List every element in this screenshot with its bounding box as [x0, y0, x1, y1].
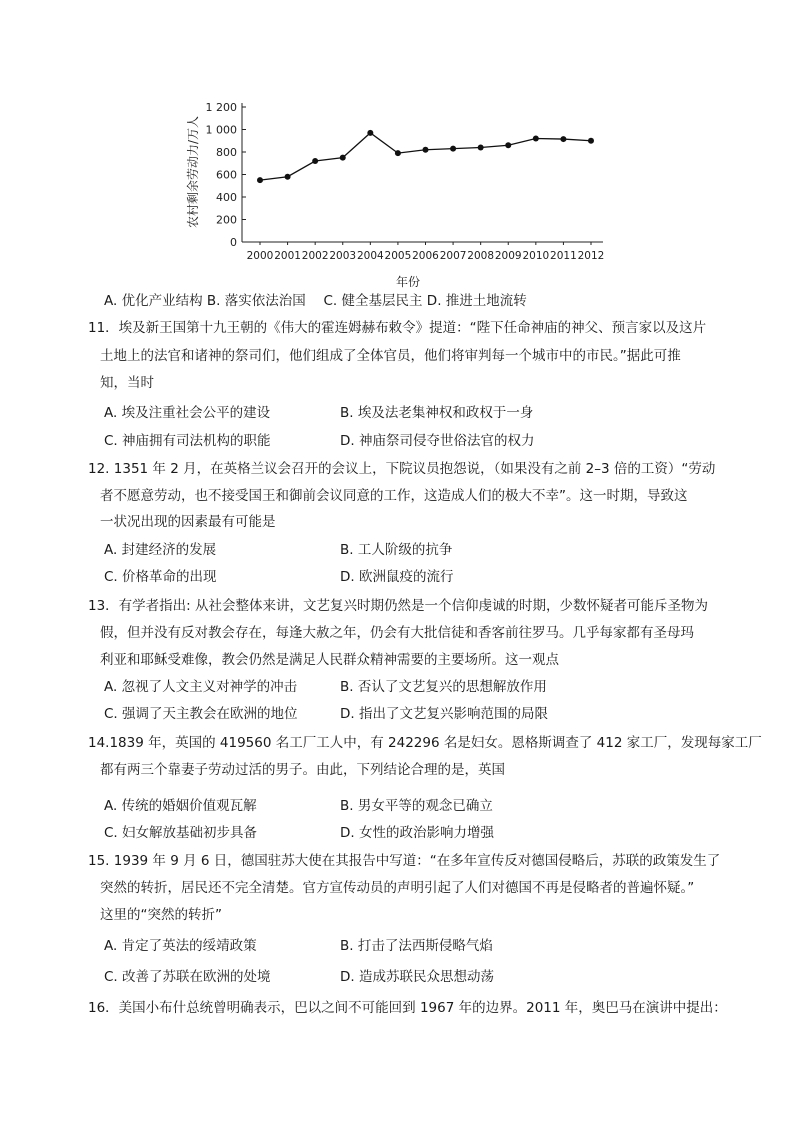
q15-option-c: C. 改善了苏联在欧洲的处境 — [104, 969, 271, 985]
data-point — [505, 142, 511, 148]
q15-line-3: 这里的“突然的转折” — [100, 907, 222, 923]
q14-option-d: D. 女性的政治影响力增强 — [340, 825, 494, 841]
q15-line-2: 突然的转折，居民还不完全清楚。官方宣传动员的声明引起了人们对德国不再是侵略者的普遍怀疑。” — [100, 880, 695, 896]
q13-option-b: B. 否认了文艺复兴的思想解放作用 — [340, 679, 547, 695]
x-tick-label: 2010 — [522, 250, 550, 262]
series-line — [260, 133, 591, 180]
q13-option-d: D. 指出了文艺复兴影响范围的局限 — [340, 706, 548, 722]
q12-option-d: D. 欧洲鼠疫的流行 — [340, 569, 454, 585]
data-point — [312, 158, 318, 164]
x-tick-label: 2012 — [577, 250, 605, 262]
q11-option-c: C. 神庙拥有司法机构的职能 — [104, 433, 271, 449]
y-tick-label: 1 200 — [205, 101, 237, 114]
data-point — [478, 145, 484, 151]
x-tick-label: 2003 — [329, 250, 357, 262]
labor-chart — [180, 92, 610, 292]
q13-line-2: 假，但并没有反对教会存在，每逢大赦之年，仍会有大批信徒和香客前往罗马。几乎每家都有圣母玛 — [100, 625, 694, 641]
q14-option-c: C. 妇女解放基础初步具备 — [104, 825, 258, 841]
data-point — [285, 174, 291, 180]
y-tick-label: 800 — [216, 146, 237, 159]
x-tick-label: 2005 — [384, 250, 412, 262]
q11-line-1: 11．埃及新王国第十九王朝的《伟大的霍连姆赫布敕令》提道：“陛下任命神庙的神父、预言家以及这片 — [88, 320, 707, 336]
q14-line-1: 14.1839 年，英国的 419560 名工厂工人中，有 242296 名是妇女。恩格斯调查了 412 家工厂，发现每家工厂 — [88, 735, 762, 751]
x-tick-label: 2001 — [274, 250, 301, 262]
q15-option-b: B. 打击了法西斯侵略气焰 — [340, 938, 493, 954]
data-point — [423, 147, 429, 153]
x-tick-label: 2007 — [439, 250, 467, 262]
data-point — [588, 138, 594, 144]
q10-options: A. 优化产业结构 B. 落实依法治国 C. 健全基层民主 D. 推进土地流转 — [104, 293, 527, 309]
q12-option-b: B. 工人阶级的抗争 — [340, 542, 453, 558]
y-axis-label: 农村剩余劳动力/万人 — [186, 115, 200, 229]
x-tick-label: 2008 — [467, 250, 495, 262]
x-tick-label: 2000 — [246, 250, 274, 262]
y-tick-label: 600 — [216, 168, 237, 182]
q11-option-a: A. 埃及注重社会公平的建设 — [104, 405, 271, 421]
x-tick-label: 2006 — [412, 250, 439, 262]
data-point — [395, 150, 401, 156]
q11-line-2: 土地上的法官和诸神的祭司们，他们组成了全体官员，他们将审判每一个城市中的市民。”据此可推 — [100, 348, 681, 364]
q12-option-c: C. 价格革命的出现 — [104, 569, 217, 585]
x-axis — [242, 242, 604, 262]
q15-option-a: A. 肯定了英法的绥靖政策 — [104, 938, 257, 954]
q15-option-d: D. 造成苏联民众思想动荡 — [340, 969, 494, 985]
data-point — [340, 155, 346, 161]
q13-line-3: 利亚和耶稣受难像，教会仍然是满足人民群众精神需要的主要场所。这一观点 — [100, 652, 559, 668]
chart-series — [257, 130, 594, 183]
q13-option-a: A. 忽视了人文主义对神学的冲击 — [104, 679, 298, 695]
x-tick-label: 2009 — [494, 250, 522, 262]
q12-line-2: 者不愿意劳动，也不接受国王和御前会议同意的工作，这造成人们的极大不幸”。这一时期，导致这 — [100, 488, 688, 504]
data-point — [560, 136, 566, 142]
x-tick-label: 2002 — [301, 250, 329, 262]
q12-option-a: A. 封建经济的发展 — [104, 542, 217, 558]
y-axis — [206, 101, 247, 249]
q15-line-1: 15. 1939 年 9 月 6 日，德国驻苏大使在其报告中写道：“在多年宣传反对德国侵略后，苏联的政策发生了 — [88, 853, 721, 869]
q12-line-1: 12. 1351 年 2 月，在英格兰议会召开的会议上，下院议员抱怨说，（如果没有之前 2–3 倍的工资）“劳动 — [88, 461, 716, 477]
q11-line-3: 知，当时 — [100, 375, 154, 391]
q16-line-1: 16．美国小布什总统曾明确表示，巴以之间不可能回到 1967 年的边界。2011 年，奥巴马在演讲中提出： — [88, 1000, 727, 1016]
data-point — [450, 146, 456, 152]
x-tick-label: 2004 — [356, 250, 384, 262]
y-tick-label: 200 — [216, 213, 237, 227]
q14-option-a: A. 传统的婚姻价值观瓦解 — [104, 798, 257, 814]
q13-line-1: 13．有学者指出: 从社会整体来讲，文艺复兴时期仍然是一个信仰虔诚的时期，少数怀疑者可能斥圣物为 — [88, 598, 709, 614]
y-tick-label: 0 — [230, 236, 237, 249]
data-point — [533, 136, 539, 142]
q11-option-b: B. 埃及法老集神权和政权于一身 — [340, 405, 534, 421]
q11-option-d: D. 神庙祭司侵夺世俗法官的权力 — [340, 433, 535, 449]
data-point — [257, 177, 263, 183]
q13-option-c: C. 强调了天主教会在欧洲的地位 — [104, 706, 298, 722]
q12-line-3: 一状况出现的因素最有可能是 — [100, 514, 276, 530]
q14-option-b: B. 男女平等的观念已确立 — [340, 798, 493, 814]
y-tick-label: 1 000 — [205, 123, 237, 137]
y-tick-label: 400 — [216, 191, 237, 204]
x-axis-label: 年份 — [395, 275, 421, 289]
q14-line-2: 都有两三个靠妻子劳动过活的男子。由此，下列结论合理的是，英国 — [100, 762, 505, 778]
data-point — [367, 130, 373, 136]
x-tick-label: 2011 — [550, 250, 577, 262]
